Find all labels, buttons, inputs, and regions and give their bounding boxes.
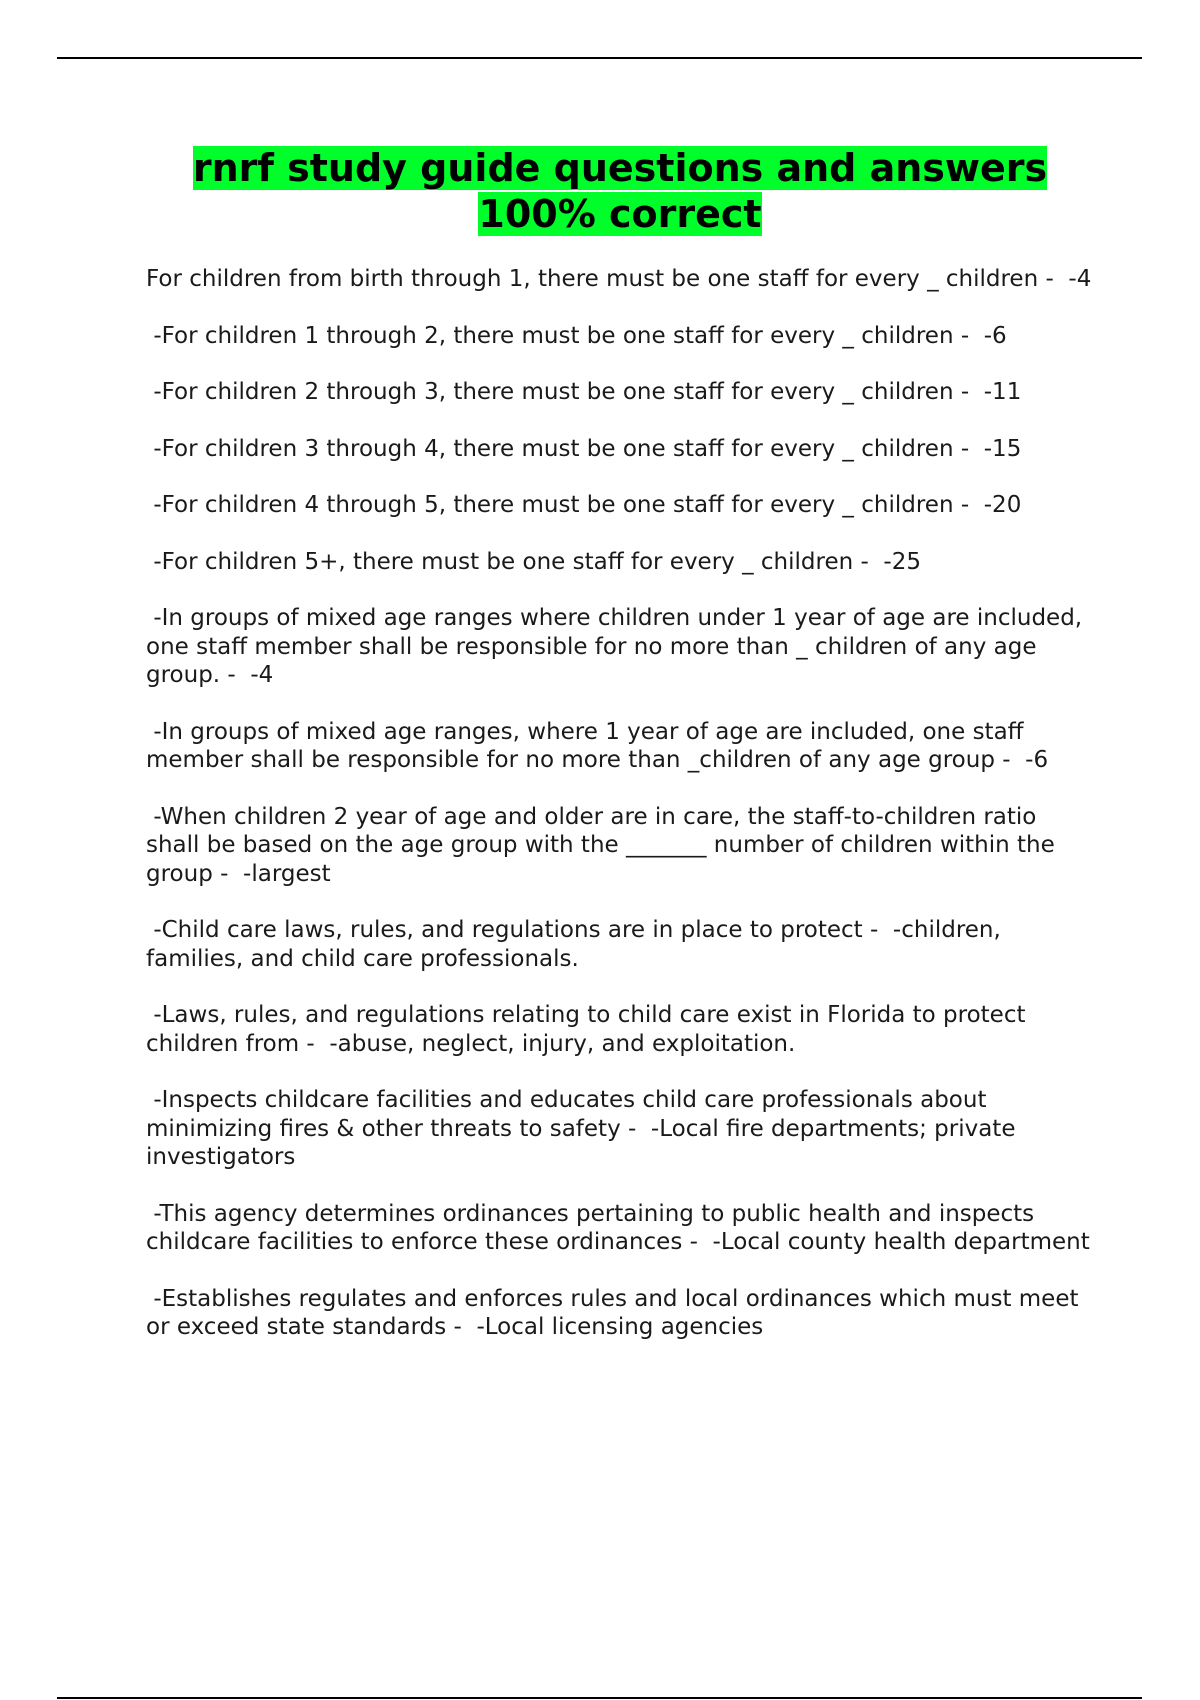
qa-item: -For children 3 through 4, there must be one staff for every _ children - -15: [146, 435, 1022, 462]
top-rule: [57, 57, 1142, 59]
qa-item: -For children 5+, there must be one staff for every _ children - -25: [146, 548, 921, 575]
qa-item: -In groups of mixed age ranges where children under 1 year of age are included, one staff member shall be responsible for no more than _ children of any age group. - -4: [146, 605, 1090, 688]
qa-item: -This agency determines ordinances pertaining to public health and inspects childcare facilities to enforce these ordinances - -Local county health department: [146, 1200, 1090, 1255]
qa-item: -Inspects childcare facilities and educates child care professionals about minimizing fires & other threats to safety - -Local fire departments; private investigators: [146, 1087, 1023, 1170]
bottom-rule: [57, 1697, 1142, 1699]
qa-item: -Establishes regulates and enforces rules and local ordinances which must meet or exceed state standards - -Local licensing agencies: [146, 1285, 1086, 1340]
title-block: [140, 145, 1100, 237]
qa-item: -For children 4 through 5, there must be one staff for every _ children - -20: [146, 492, 1022, 518]
qa-item: For children from birth through 1, there must be one staff for every _ children - -4: [146, 266, 1092, 292]
qa-item: -When children 2 year of age and older are in care, the staff-to-children ratio shall be based on the age group with the _______ number of children within the group - -largest: [146, 803, 1063, 887]
qa-list: [146, 265, 1096, 1370]
qa-item: -Child care laws, rules, and regulations are in place to protect - -children, families, and child care professionals.: [146, 917, 1009, 972]
qa-item: -Laws, rules, and regulations relating to child care exist in Florida to protect children from - -abuse, neglect, injury, and exploitation.: [146, 1002, 1033, 1057]
qa-item: -In groups of mixed age ranges, where 1 year of age are included, one staff member shall be responsible for no more than _children of any age group - -6: [146, 718, 1049, 773]
qa-item: -For children 2 through 3, there must be one staff for every _ children - -11: [146, 379, 1022, 405]
qa-item: -For children 1 through 2, there must be one staff for every _ children - -6: [146, 322, 1007, 349]
document-title: rnrf study guide questions and answers 100% correct: [192, 146, 1048, 236]
